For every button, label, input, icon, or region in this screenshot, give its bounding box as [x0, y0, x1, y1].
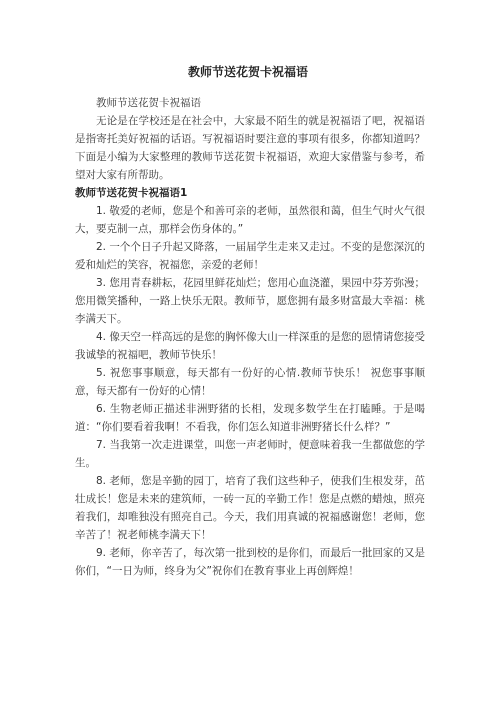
- list-item: 4. 像天空一样高远的是您的胸怀像大山一样深重的是您的恩情请您接受我诚挚的祝福吧，教师节快乐！: [75, 331, 425, 361]
- intro-paragraph: 无论是在学校还是在社会中，大家最不陌生的就是祝福语了吧，祝福语是指寄托美好祝福的话语。写祝福语时要注意的事项有很多，你都知道吗？下面是小编为大家整理的教师节送花贺卡祝福语，欢迎大家借鉴与参考，希望对大家有所帮助。: [75, 115, 425, 181]
- subtitle-paragraph: 教师节送花贺卡祝福语: [96, 97, 201, 109]
- list-item: 6. 生物老师正描述非洲野猪的长相，发现多数学生在打瞌睡。于是喝道：“你们要看着我啊！不看我，你们怎么知道非洲野猪长什么样？”: [75, 403, 425, 433]
- list-item: 2. 一个个日子升起又降落，一届届学生走来又走过。不变的是您深沉的爱和灿烂的笑容，祝福您，亲爱的老师！: [75, 241, 425, 271]
- list-item: 7. 当我第一次走进课堂，叫您一声老师时，便意味着我一生都做您的学生。: [75, 439, 425, 469]
- document-title: 教师节送花贺卡祝福语: [187, 65, 308, 79]
- list-item: 1. 敬爱的老师，您是个和善可亲的老师，虽然很和蔼，但生气时火气很大，要克制一点，那样会伤身体的。”: [75, 205, 425, 235]
- list-item: 3. 您用青春耕耘，花园里鲜花灿烂；您用心血浇灌，果园中芬芳弥漫；您用微笑播种，一路上快乐无限。教师节，愿您拥有最多财富最大幸福：桃李满天下。: [75, 277, 425, 325]
- section-heading: 教师节送花贺卡祝福语1: [75, 187, 188, 199]
- list-item: 8. 老师，您是辛勤的园丁，培育了我们这些种子，使我们生根发芽，茁壮成长！您是未来的建筑师，一砖一瓦的辛勤工作！您是点燃的蜡烛，照亮着我们，却唯独没有照亮自己。今天，我们用真诚的祝福感谢您！老师，您辛苦了！祝老师桃李满天下！: [75, 475, 425, 541]
- list-item: 9. 老师，你辛苦了，每次第一批到校的是你们，而最后一批回家的又是你们，“一日为师，终身为父”祝你们在教育事业上再创辉煌！: [75, 547, 425, 577]
- document-body: [75, 94, 425, 580]
- list-item: 5. 祝您事事顺意，每天都有一份好的心情.教师节快乐！ 祝您事事顺意，每天都有一份好的心情！: [75, 367, 425, 397]
